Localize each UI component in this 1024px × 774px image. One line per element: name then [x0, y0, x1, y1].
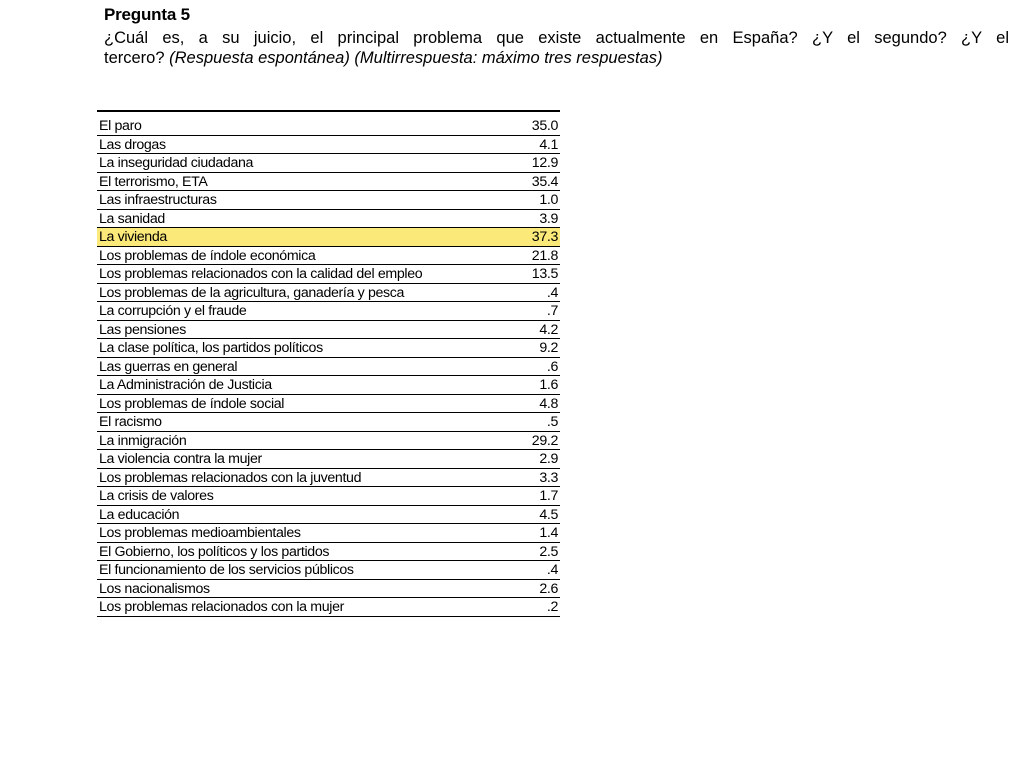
row-label: Los problemas de índole económica	[99, 247, 316, 264]
row-value: 35.0	[531, 118, 558, 134]
table-row	[97, 117, 560, 136]
table-row	[97, 543, 560, 562]
results-table	[97, 110, 560, 617]
row-value: 4.5	[539, 506, 558, 523]
question-text-line2	[104, 48, 1009, 68]
row-value: .2	[546, 599, 558, 615]
row-value: 9.2	[539, 340, 558, 356]
row-value: 37.3	[531, 229, 558, 245]
table-row	[97, 450, 560, 469]
table-row	[97, 302, 560, 321]
row-value: 35.4	[531, 173, 558, 190]
table-row	[97, 339, 560, 358]
row-label: El terrorismo, ETA	[99, 173, 208, 190]
table-row	[97, 210, 560, 229]
table-row	[97, 191, 560, 210]
row-label: Los nacionalismos	[99, 580, 210, 597]
table-row	[97, 228, 560, 247]
question-text-line1: ¿Cuál es, a su juicio, el principal problema que existe actualmente en España? ¿Y el segundo? ¿Y el	[104, 29, 1009, 47]
row-label: El racismo	[99, 414, 162, 430]
table-row	[97, 136, 560, 155]
table-row	[97, 487, 560, 506]
row-label: El funcionamiento de los servicios públicos	[99, 562, 354, 578]
row-value: 13.5	[531, 266, 558, 282]
row-value: 2.6	[539, 580, 558, 597]
row-value: 4.2	[539, 321, 558, 338]
table-row	[97, 506, 560, 525]
table-row	[97, 321, 560, 340]
row-label: La inmigración	[99, 432, 187, 449]
row-value: 1.6	[539, 377, 558, 393]
row-label: La crisis de valores	[99, 488, 214, 504]
row-value: 2.5	[539, 543, 558, 560]
row-label: Los problemas relacionados con la calidad del empleo	[99, 266, 423, 282]
table-row	[97, 154, 560, 173]
table-row	[97, 524, 560, 543]
row-label: El paro	[99, 118, 142, 134]
table-row	[97, 469, 560, 488]
question-instructions: (Respuesta espontánea) (Multirrespuesta: máximo tres respuestas)	[169, 49, 663, 67]
row-value: 29.2	[531, 432, 558, 449]
table-row	[97, 247, 560, 266]
row-label: La Administración de Justicia	[99, 377, 272, 393]
row-value: .4	[546, 284, 558, 301]
row-value: 1.7	[539, 488, 558, 504]
table-row	[97, 413, 560, 432]
row-label: La educación	[99, 506, 180, 523]
row-value: 4.1	[539, 136, 558, 153]
row-label: Las guerras en general	[99, 358, 238, 375]
row-label: Las drogas	[99, 136, 166, 153]
row-value: 12.9	[531, 155, 558, 171]
row-label: La corrupción y el fraude	[99, 303, 247, 319]
row-label: Los problemas de índole social	[99, 395, 285, 412]
table-row	[97, 173, 560, 192]
row-label: Las infraestructuras	[99, 192, 217, 208]
question-text	[104, 28, 1009, 68]
table-row	[97, 598, 560, 617]
row-value: .4	[546, 562, 558, 578]
row-label: Los problemas relacionados con la juventud	[99, 469, 362, 486]
row-label: La violencia contra la mujer	[99, 451, 262, 467]
row-label: La clase política, los partidos políticos	[99, 340, 323, 356]
table-row	[97, 580, 560, 599]
row-value: 2.9	[539, 451, 558, 467]
row-label: Las pensiones	[99, 321, 186, 338]
row-value: 1.0	[539, 192, 558, 208]
row-value: .5	[546, 414, 558, 430]
question-title: Pregunta 5	[104, 5, 190, 24]
table-row	[97, 561, 560, 580]
row-value: 3.3	[539, 469, 558, 486]
row-value: .6	[546, 358, 558, 375]
table-row	[97, 432, 560, 451]
question-text-line2-plain: tercero?	[104, 49, 170, 67]
row-label: La inseguridad ciudadana	[99, 155, 254, 171]
row-value: 4.8	[539, 395, 558, 412]
row-label: La vivienda	[99, 229, 167, 245]
row-label: Los problemas relacionados con la mujer	[99, 599, 345, 615]
table-row	[97, 358, 560, 377]
row-value: 1.4	[539, 525, 558, 541]
table-row	[97, 284, 560, 303]
row-label: El Gobierno, los políticos y los partidos	[99, 543, 330, 560]
row-label: La sanidad	[99, 210, 165, 227]
row-value: .7	[546, 303, 558, 319]
row-label: Los problemas medioambientales	[99, 525, 301, 541]
row-value: 21.8	[531, 247, 558, 264]
table-row	[97, 395, 560, 414]
table-row	[97, 265, 560, 284]
row-value: 3.9	[539, 210, 558, 227]
table-row	[97, 376, 560, 395]
row-label: Los problemas de la agricultura, ganadería y pesca	[99, 284, 405, 301]
